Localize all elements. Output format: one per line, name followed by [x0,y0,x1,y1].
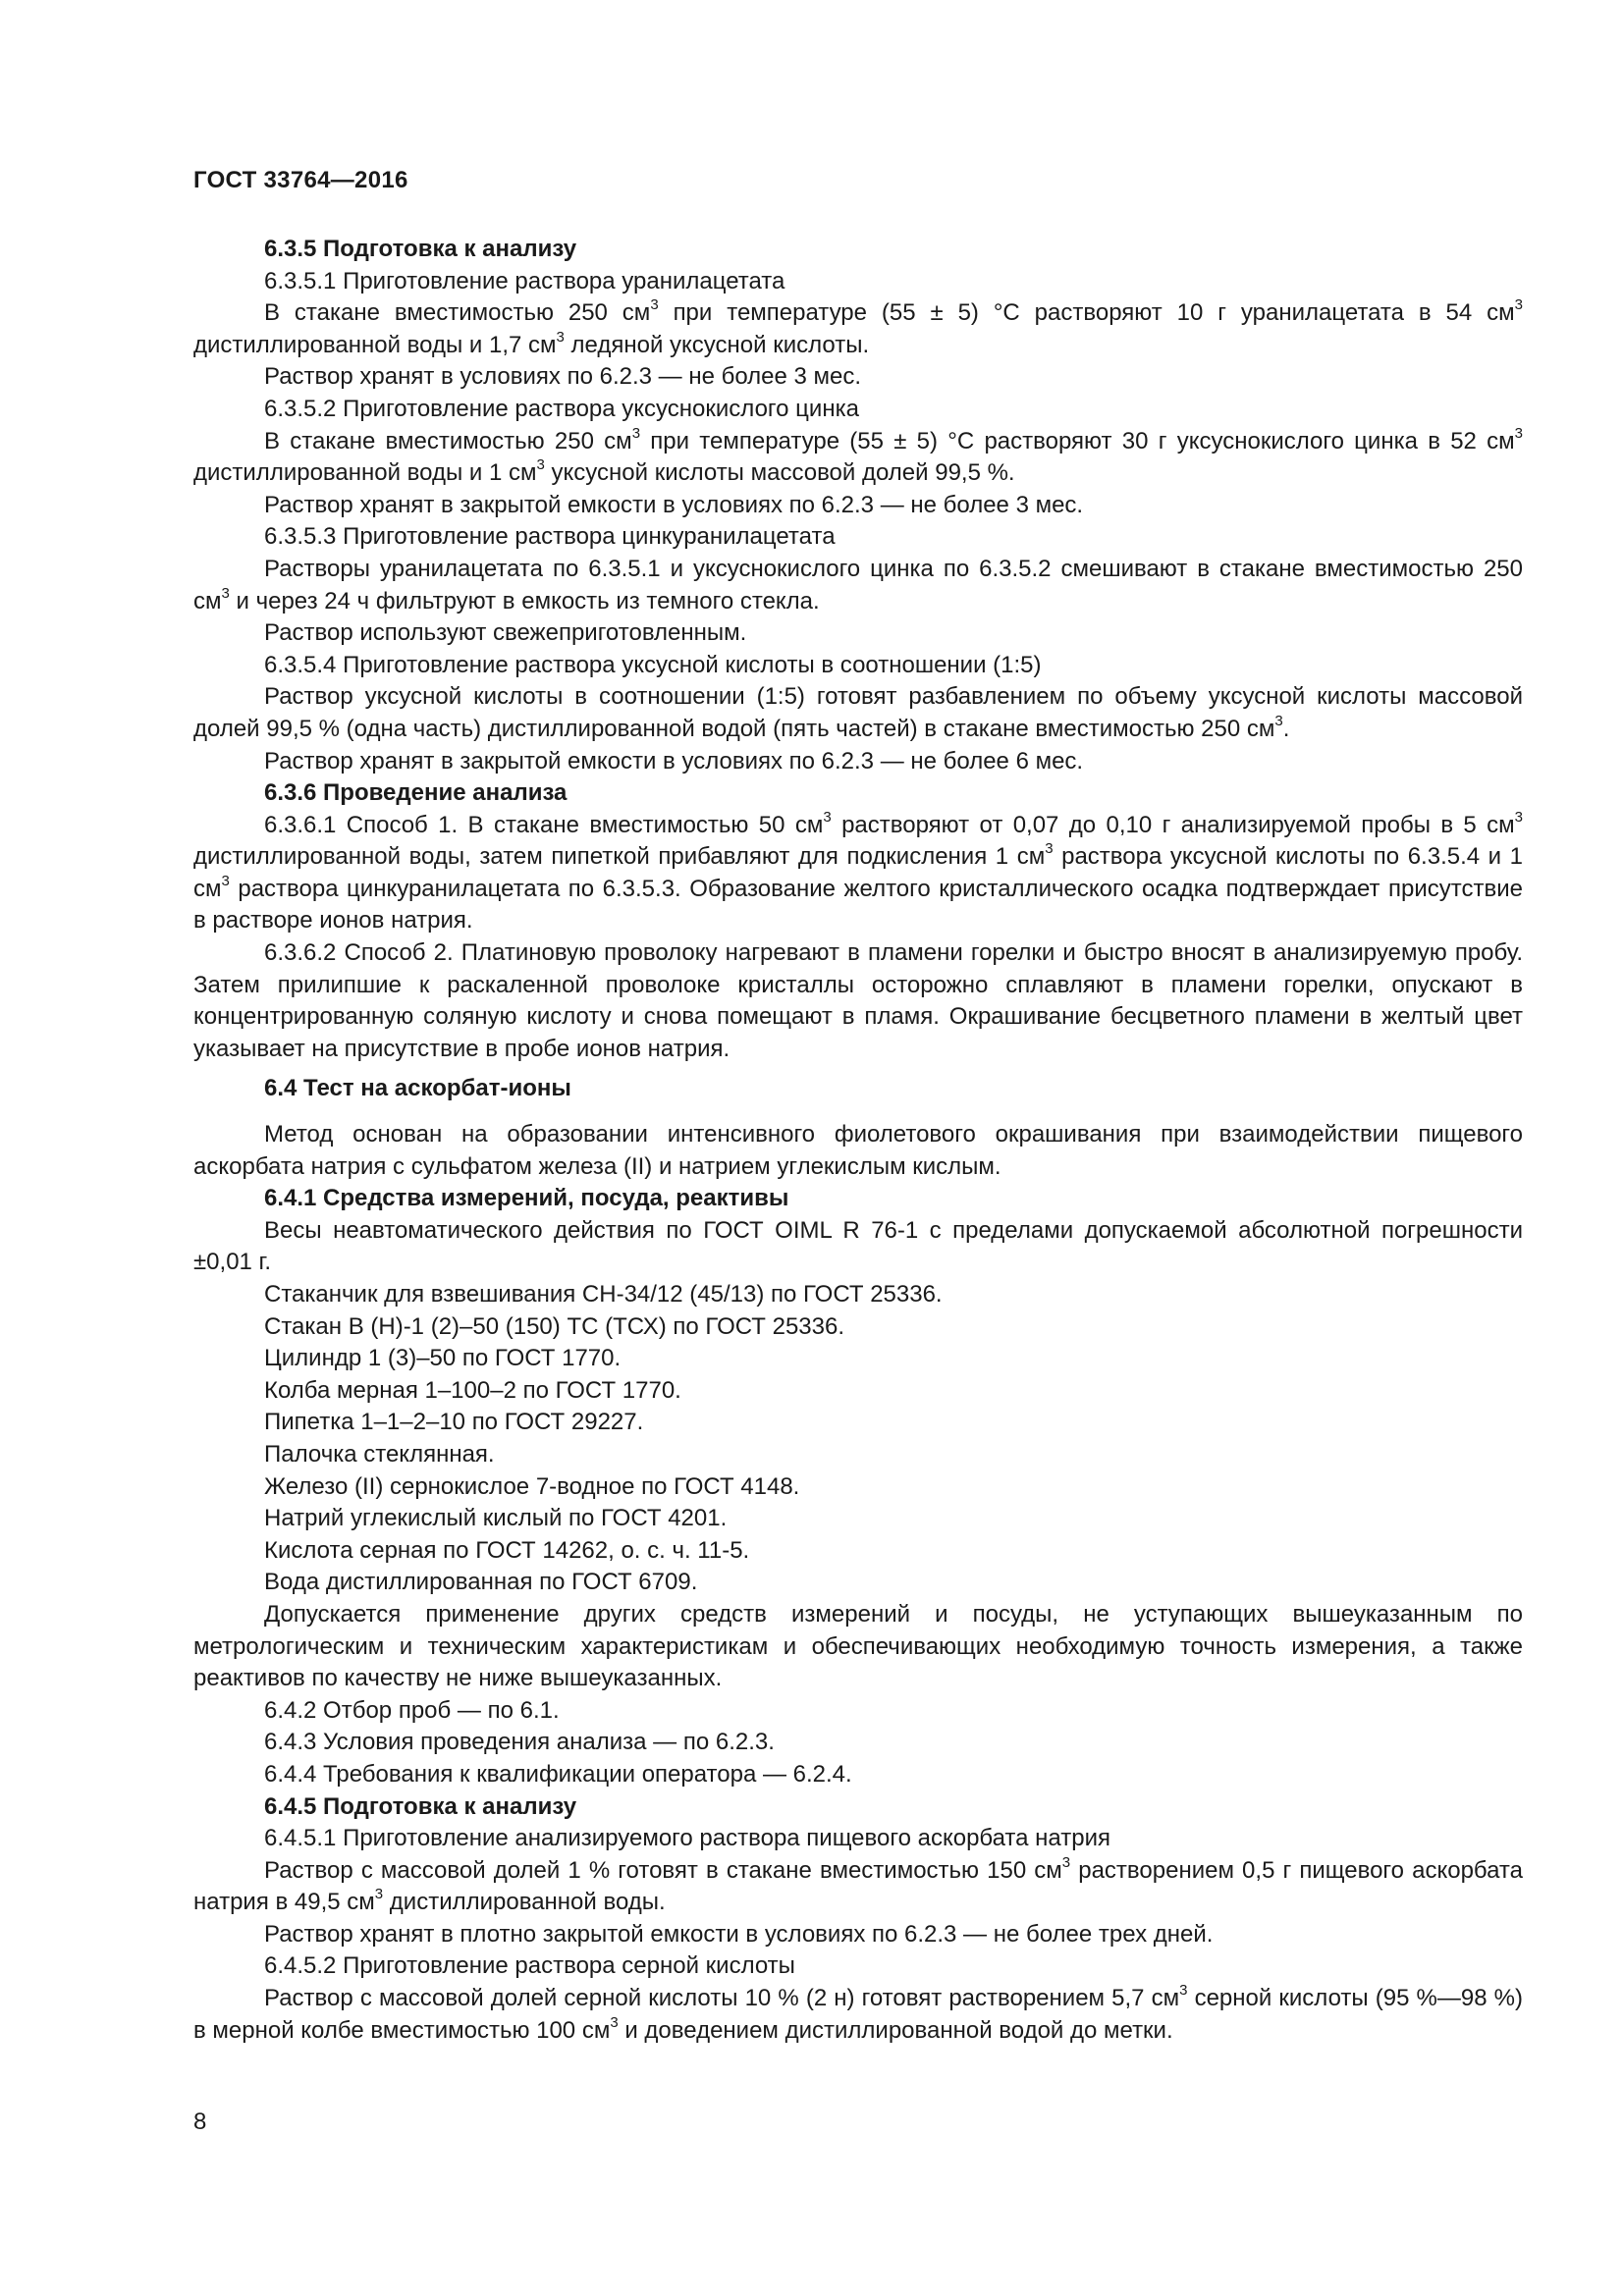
document-body [193,234,1523,2047]
paragraph: Цилиндр 1 (3)–50 по ГОСТ 1770. [264,1345,622,1372]
paragraph: Растворы уранилацетата по 6.3.5.1 и уксуснокислого цинка по 6.3.5.2 смешивают в стакане вместимостью 250 $см^3$ и через 24 ч фильтруют в емкость из темного стекла. [193,555,1523,614]
paragraph: Раствор уксусной кислоты в соотношении (1:5) готовят разбавлением по объему уксусной кислоты массовой долей 99,5 % (одна часть) дистиллированной водой (пять частей) в стакане вместимостью 250 $см^3$. [193,683,1523,742]
section-heading: 6.4 Тест на аскорбат-ионы [264,1075,571,1102]
section-heading: 6.4.1 Средства измерений, посуда, реактивы [264,1185,789,1212]
paragraph: Стаканчик для взвешивания СН-34/12 (45/13) по ГОСТ 25336. [264,1281,943,1308]
paragraph: Раствор с массовой долей серной кислоты 10 % (2 н) готовят растворением 5,7 $см^3$ серной кислоты (95 %—98 %) в мерной колбе вместимостью 100 $см^3$ и доведением дистиллированной водой до метки. [193,1982,1523,2044]
paragraph: 6.4.2 Отбор проб — по 6.1. [264,1696,560,1724]
paragraph: Раствор используют свежеприготовленным. [264,619,747,647]
document-header: ГОСТ 33764—2016 [193,167,408,193]
paragraph: 6.4.5.2 Приготовление раствора серной кислоты [264,1952,795,1980]
paragraph: Железо (II) сернокислое 7-водное по ГОСТ 4148. [264,1472,800,1500]
paragraph: Вода дистиллированная по ГОСТ 6709. [264,1569,698,1596]
paragraph: Допускается применение других средств измерений и посуды, не уступающих вышеуказанным по метрологическим и техническим характеристикам и обеспечивающих необходимую точность измерения, а также реактивов по качеству не ниже вышеуказанных. [193,1600,1523,1692]
paragraph: Раствор с массовой долей 1 % готовят в стакане вместимостью 150 $см^3$ растворением 0,5 г пищевого аскорбата натрия в 49,5 $см^3$ дистиллированной воды. [193,1853,1524,1916]
paragraph: Стакан В (Н)-1 (2)–50 (150) ТС (ТСХ) по ГОСТ 25336. [264,1312,844,1340]
paragraph: 6.4.4 Требования к квалификации оператора — 6.2.4. [264,1760,852,1788]
paragraph: Весы неавтоматического действия по ГОСТ OIML R 76-1 с пределами допускаемой абсолютной погрешности ±0,01 г. [193,1216,1523,1276]
paragraph: 6.3.6.1 Способ 1. В стакане вместимостью 50 $см^3$ растворяют от 0,07 до 0,10 г анализируемой пробы в 5 $см^3$ дистиллированной воды, затем пипеткой прибавляют для подкисления 1 $см^3$ раствора уксусной кислоты по 6.3.5.4 и 1 $см^3$ раствора цинкуранилацетата по 6.3.5.3. Образование желтого кристаллического осадка подтверждает присутствие в растворе ионов натрия. [193,808,1523,934]
page-number: 8 [193,2109,207,2135]
paragraph: 6.3.5.4 Приготовление раствора уксусной кислоты в соотношении (1:5) [264,651,1042,678]
paragraph: Раствор хранят в закрытой емкости в условиях по 6.2.3 — не более 6 мес. [264,747,1084,774]
paragraph: В стакане вместимостью 250 $см^3$ при температуре (55 ± 5) °С растворяют 30 г уксуснокислого цинка в 52 $см^3$ дистиллированной воды и 1 $см^3$ уксусной кислоты массовой долей 99,5 %. [193,424,1523,487]
paragraph: Натрий углекислый кислый по ГОСТ 4201. [264,1505,728,1532]
paragraph: Колба мерная 1–100–2 по ГОСТ 1770. [264,1376,681,1404]
paragraph: Палочка стеклянная. [264,1440,495,1468]
paragraph: 6.3.5.1 Приготовление раствора уранилацетата [264,267,785,294]
paragraph: Кислота серная по ГОСТ 14262, о. с. ч. 11-5. [264,1536,750,1564]
paragraph: Пипетка 1–1–2–10 по ГОСТ 29227. [264,1409,644,1436]
paragraph: Раствор хранят в закрытой емкости в условиях по 6.2.3 — не более 3 мес. [264,491,1084,518]
paragraph: 6.3.5.2 Приготовление раствора уксуснокислого цинка [264,395,859,422]
paragraph: Метод основан на образовании интенсивного фиолетового окрашивания при взаимодействии пищевого аскорбата натрия с сульфатом железа (II) и натрием углекислым кислым. [193,1121,1523,1180]
paragraph: 6.4.3 Условия проведения анализа — по 6.2.3. [264,1729,775,1756]
section-heading: 6.4.5 Подготовка к анализу [264,1792,577,1820]
section-heading: 6.3.5 Подготовка к анализу [264,236,577,262]
paragraph: 6.4.5.1 Приготовление анализируемого раствора пищевого аскорбата натрия [264,1825,1110,1852]
paragraph: Раствор хранят в плотно закрытой емкости в условиях по 6.2.3 — не более трех дней. [264,1920,1214,1948]
paragraph: 6.3.6.2 Способ 2. Платиновую проволоку нагревают в пламени горелки и быстро вносят в анализируемую пробу. Затем прилипшие к раскаленной проволоке кристаллы осторожно сплавляют в пламени горелки, опускают в концентрированную соляную кислоту и снова помещают в пламя. Окрашивание бесцветного пламени в желтый цвет указывает на присутствие в пробе ионов натрия. [193,939,1523,1062]
paragraph: 6.3.5.3 Приготовление раствора цинкуранилацетата [264,523,836,551]
paragraph: В стакане вместимостью 250 $см^3$ при температуре (55 ± 5) °С растворяют 10 г уранилацетата в 54 $см^3$ дистиллированной воды и 1,7 $см^3$ ледяной уксусной кислоты. [193,296,1524,358]
section-heading: 6.3.6 Проведение анализа [264,779,568,807]
paragraph: Раствор хранят в условиях по 6.2.3 — не более 3 мес. [264,363,862,391]
